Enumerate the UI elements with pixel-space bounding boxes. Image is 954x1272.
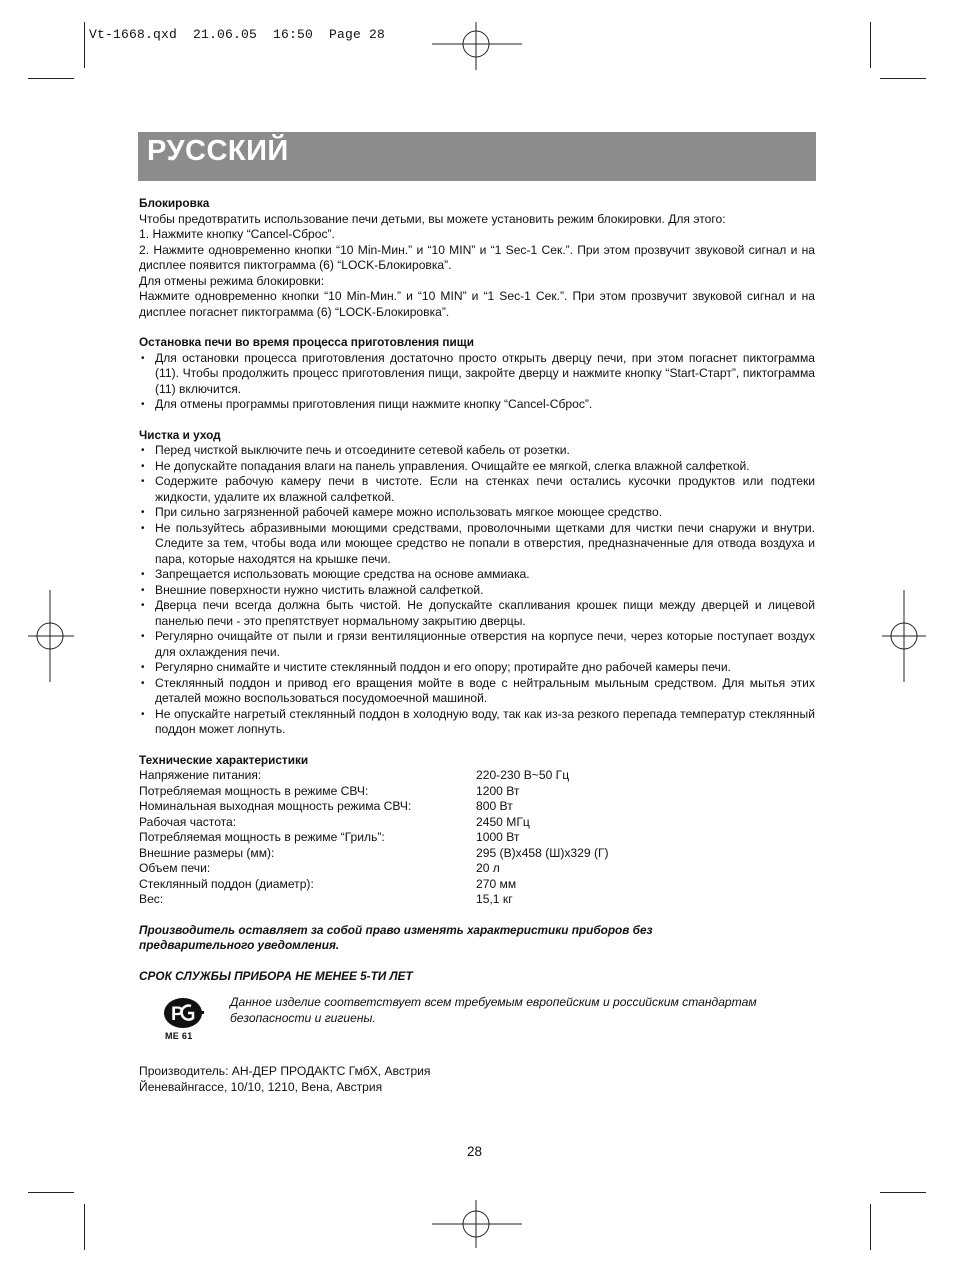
lock-line: Для отмены режима блокировки:: [139, 273, 325, 288]
svg-text:P: P: [171, 1004, 184, 1025]
spec-value: 800 Вт: [476, 799, 513, 813]
spec-label: Потребляемая мощность в режиме “Гриль”:: [139, 830, 385, 844]
spec-value: 1000 Вт: [476, 830, 520, 844]
spec-value: 15,1 кг: [476, 892, 513, 906]
spec-label: Напряжение питания:: [139, 768, 262, 782]
care-section: [139, 428, 815, 738]
lock-line: Чтобы предотвратить использование печи детьми, вы можете установить режим блокировки. Для этого:: [139, 211, 726, 226]
spec-label: Потребляемая мощность в режиме СВЧ:: [139, 783, 369, 798]
rights-note-line: Производитель оставляет за собой право изменять характеристики приборов без: [139, 922, 653, 937]
list-item: • Для остановки процесса приготовления достаточно просто открыть дверцу печи, при этом погаснет пиктограмма (11). Чтобы продолжить процесс приготовления пищи, закройте дверцу и нажмите кнопку “Start-Старт”, пиктограмма (11) включится.: [139, 351, 815, 398]
spec-label: Внешние размеры (мм):: [139, 845, 275, 860]
list-item: • Запрещается использовать моющие средства на основе аммиака.: [139, 567, 815, 583]
crop-mark: [28, 78, 74, 79]
spec-value: 1200 Вт: [476, 783, 520, 798]
spec-value: 270 мм: [476, 876, 517, 891]
manufacturer-address: Йеневайнгассе, 10/10, 1210, Вена, Австрия: [139, 1079, 383, 1094]
list-item: • Дверца печи всегда должна быть чистой. Не допускайте скапливания крошек пищи между дверцей и лицевой панелью печи - это препятствует нормальному закрытию дверцы.: [139, 598, 815, 629]
spec-row: [139, 861, 815, 877]
list-item: • Перед чисткой выключите печь и отсоедините сетевой кабель от розетки.: [139, 443, 815, 459]
crop-mark: [28, 1192, 74, 1193]
crop-mark: [880, 1192, 926, 1193]
registration-mark-right: [880, 590, 928, 684]
spec-row: [139, 877, 815, 893]
spec-row: [139, 768, 815, 784]
specs-heading: Технические характеристики: [139, 752, 309, 767]
spec-label: Номинальная выходная мощность режима СВЧ:: [139, 799, 412, 813]
spec-value: 220-230 В~50 Гц: [476, 768, 570, 782]
lock-line: 2. Нажмите одновременно кнопки “10 Min-Мин.” и “10 MIN” и “1 Sec-1 Сек.”. При этом прозвучит звуковой сигнал и на дисплее появится пиктограмма (6) “LOCK-Блокировка”.: [139, 242, 815, 272]
stop-section: [139, 335, 815, 413]
spec-row: [139, 815, 815, 831]
spec-row: [139, 830, 815, 846]
spec-value: 2450 МГц: [476, 814, 530, 829]
list-item: • Стеклянный поддон и привод его вращения мойте в воде с нейтральным мыльным средством. Для мытья этих деталей можно воспользоваться посудомоечной машиной.: [139, 676, 815, 707]
spec-label: Объем печи:: [139, 861, 211, 875]
stop-heading: Остановка печи во время процесса приготовления пищи: [139, 335, 475, 349]
specs-section: [139, 753, 815, 908]
spec-label: Стеклянный поддон (диаметр):: [139, 876, 314, 891]
lock-heading: Блокировка: [139, 196, 210, 210]
list-item: • Содержите рабочую камеру печи в чистоте. Если на стенках печи остались кусочки продуктов или подтеки жидкости, удалите их влажной салфеткой.: [139, 474, 815, 505]
stop-list: [139, 351, 815, 413]
manufacturer-line: Производитель: АН-ДЕР ПРОДАКТС ГмбХ, Австрия: [139, 1064, 431, 1078]
crop-mark: [880, 78, 926, 79]
crop-mark: [870, 1204, 871, 1250]
spec-value: 295 (В)x458 (Ш)x329 (Г): [476, 845, 609, 860]
registration-mark-bottom: [432, 1200, 524, 1250]
spec-label: Рабочая частота:: [139, 814, 237, 829]
care-heading: Чистка и уход: [139, 427, 221, 442]
language-banner: [138, 132, 816, 181]
spec-row: [139, 846, 815, 862]
lock-line: 1. Нажмите кнопку “Cancel-Сброс”.: [139, 227, 335, 241]
list-item: • Внешние поверхности нужно чистить влажной салфеткой.: [139, 583, 815, 599]
spec-value: 20 л: [476, 861, 500, 875]
manufacturer-info: [139, 1064, 815, 1095]
lifetime-note: СРОК СЛУЖБЫ ПРИБОРА НЕ МЕНЕЕ 5-ТИ ЛЕТ: [139, 968, 413, 983]
list-item: • Не пользуйтесь абразивными моющими средствами, проволочными щетками для чистки печи снаружи и внутри. Следите за тем, чтобы вода или моющее средство не попали в отверстия, предназначенные для отвода воздуха и пара, которые находятся на крышке печи.: [139, 521, 815, 568]
spec-row: [139, 784, 815, 800]
list-item: • Для отмены программы приготовления пищи нажмите кнопку “Cancel-Сброс”.: [139, 397, 815, 413]
crop-mark: [84, 22, 85, 68]
rights-note: [139, 923, 815, 954]
certification-text: Данное изделие соответствует всем требуемым европейским и российским стандартам безопасности и гигиены.: [230, 995, 757, 1025]
list-item: • При сильно загрязненной рабочей камере можно использовать мягкое моющее средство.: [139, 505, 815, 521]
spec-label: Вес:: [139, 892, 164, 906]
certification-block: [139, 995, 815, 1043]
list-item: • Не опускайте нагретый стеклянный поддон в холодную воду, так как из-за резкого перепада температур стеклянный поддон может лопнуть.: [139, 707, 815, 738]
list-item: • Регулярно снимайте и чистите стеклянный поддон и его опору; протирайте дно рабочей камеры печи.: [139, 660, 815, 676]
page-number: 28: [467, 1144, 483, 1159]
pct-certification-logo: [163, 997, 205, 1043]
spec-row: [139, 799, 815, 815]
lock-section: [139, 196, 815, 320]
pct-mark-icon: [163, 997, 205, 1029]
page-content: [139, 196, 815, 1095]
spec-row: [139, 892, 815, 908]
registration-mark-top: [432, 22, 524, 72]
list-item: • Не допускайте попадания влаги на панель управления. Очищайте ее мягкой, слегка влажной салфеткой.: [139, 459, 815, 475]
list-item: • Регулярно очищайте от пыли и грязи вентиляционные отверстия на корпусе печи, через которые поступает воздух для охлаждения печи.: [139, 629, 815, 660]
rights-note-line: предварительного уведомления.: [139, 938, 340, 952]
pct-mark-code: ME 61: [165, 1031, 193, 1041]
care-list: [139, 443, 815, 738]
registration-mark-left: [28, 590, 76, 684]
banner-title: РУССКИЙ: [147, 135, 289, 167]
crop-mark: [84, 1204, 85, 1250]
lock-line: Нажмите одновременно кнопки “10 Min-Мин.” и “10 MIN” и “1 Sec-1 Сек.”. При этом прозвучит звуковой сигнал и на дисплее погаснет пиктограмма (6) “LOCK-Блокировка”.: [139, 289, 815, 319]
print-header: Vt-1668.qxd 21.06.05 16:50 Page 28: [89, 27, 386, 42]
crop-mark: [870, 22, 871, 68]
